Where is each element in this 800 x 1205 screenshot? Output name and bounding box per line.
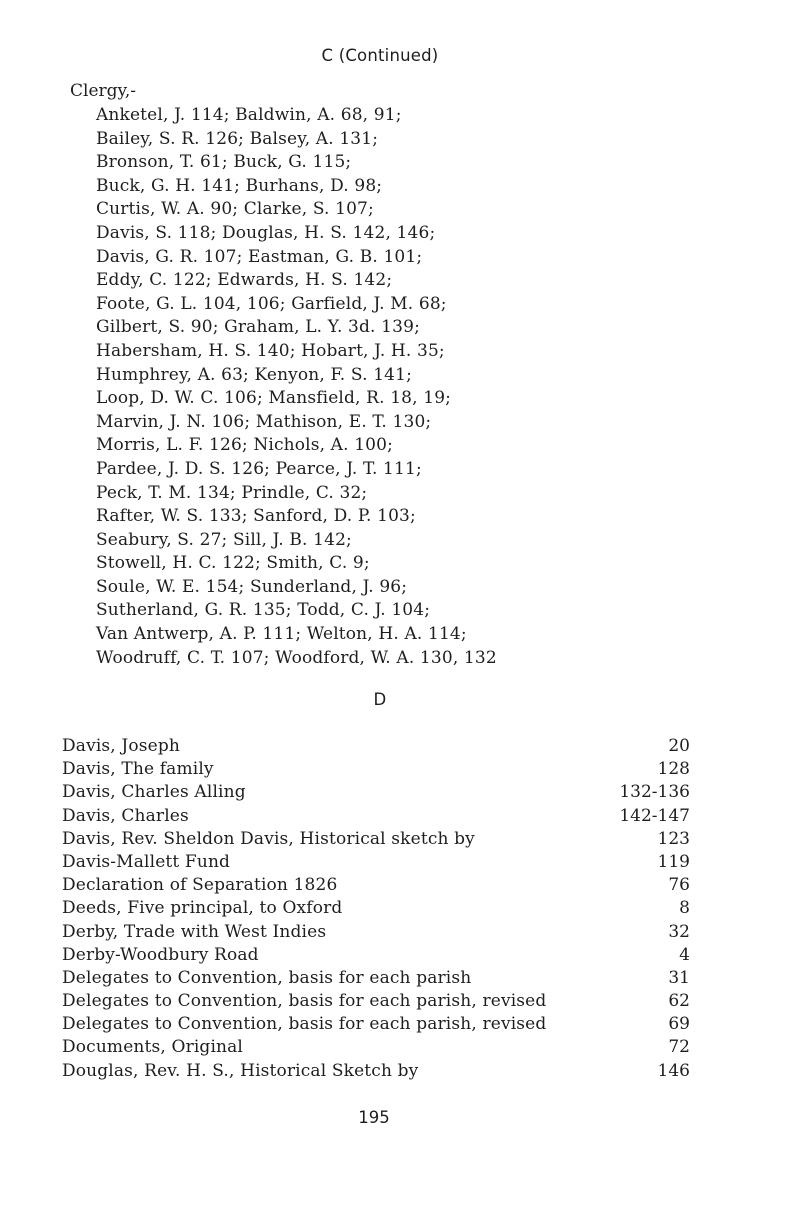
index-entry-text: Davis, Joseph — [62, 736, 180, 756]
index-list-d — [62, 735, 690, 1083]
clergy-entry: Anketel, J. 114; Baldwin, A. 68, 91; — [96, 105, 402, 125]
index-entry-row — [62, 990, 690, 1013]
clergy-entry: Eddy, C. 122; Edwards, H. S. 142; — [96, 270, 393, 291]
index-entry-row — [62, 1036, 690, 1059]
index-entry-pages: 8 — [679, 898, 690, 919]
index-entry-text: Davis, Charles — [62, 805, 189, 826]
index-entry-text: Davis, Charles Alling — [62, 782, 246, 803]
clergy-entry: Pardee, J. D. S. 126; Pearce, J. T. 111; — [96, 458, 422, 479]
clergy-entry: Bailey, S. R. 126; Balsey, A. 131; — [96, 128, 379, 149]
clergy-entry: Buck, G. H. 141; Burhans, D. 98; — [96, 175, 383, 196]
index-entry-row — [62, 944, 690, 967]
index-entry-row — [62, 897, 690, 920]
index-entry-text: Douglas, Rev. H. S., Historical Sketch by — [62, 1060, 419, 1081]
index-entry-text: Delegates to Convention, basis for each parish, revised — [62, 1014, 547, 1035]
clergy-entry: Marvin, J. N. 106; Mathison, E. T. 130; — [96, 411, 432, 432]
index-entry-row — [62, 805, 690, 828]
index-entry-row — [62, 735, 690, 758]
clergy-entry: Curtis, W. A. 90; Clarke, S. 107; — [96, 199, 374, 220]
index-entry-row — [62, 758, 690, 781]
index-entry-row — [62, 828, 690, 851]
index-entry-pages: 119 — [657, 851, 690, 872]
index-entry-row — [62, 921, 690, 944]
index-entry-text: Documents, Original — [62, 1037, 244, 1058]
index-entry-pages: 31 — [668, 967, 690, 988]
clergy-entry: Loop, D. W. C. 106; Mansfield, R. 18, 19; — [96, 388, 452, 409]
clergy-entry: Habersham, H. S. 140; Hobart, J. H. 35; — [96, 340, 445, 361]
clergy-entry: Gilbert, S. 90; Graham, L. Y. 3d. 139; — [96, 317, 420, 338]
index-entry-row — [62, 874, 690, 897]
clergy-entry: Morris, L. F. 126; Nichols, A. 100; — [96, 435, 393, 456]
clergy-entry: Stowell, H. C. 122; Smith, C. 9; — [96, 553, 370, 574]
section-heading-d: D — [373, 690, 387, 709]
clergy-entry: Foote, G. L. 104, 106; Garfield, J. M. 68; — [96, 293, 447, 314]
clergy-entry: Van Antwerp, A. P. 111; Welton, H. A. 114; — [96, 624, 467, 645]
index-entry-row — [62, 1013, 690, 1036]
clergy-entry: Rafter, W. S. 133; Sanford, D. P. 103; — [96, 506, 416, 527]
page-number: 195 — [358, 1108, 390, 1127]
index-entry-text: Davis, The family — [62, 759, 214, 780]
clergy-entry: Bronson, T. 61; Buck, G. 115; — [96, 152, 352, 173]
clergy-list — [96, 104, 497, 670]
index-entry-text: Derby, Trade with West Indies — [62, 921, 327, 942]
clergy-entry: Davis, S. 118; Douglas, H. S. 142, 146; — [96, 222, 436, 243]
index-entry-text: Delegates to Convention, basis for each parish — [62, 967, 472, 988]
section-heading-c-continued: C (Continued) — [321, 46, 439, 65]
index-entry-pages: 4 — [679, 944, 690, 965]
index-entry-pages: 69 — [668, 1014, 690, 1035]
index-entry-pages: 128 — [657, 759, 690, 780]
clergy-entry: Soule, W. E. 154; Sunderland, J. 96; — [96, 576, 408, 597]
index-entry-pages: 142-147 — [619, 805, 690, 826]
index-entry-text: Deeds, Five principal, to Oxford — [62, 898, 343, 919]
index-entry-row — [62, 1060, 690, 1083]
index-entry-text: Derby-Woodbury Road — [62, 944, 259, 965]
index-entry-pages: 20 — [668, 736, 690, 756]
clergy-heading: Clergy,- — [70, 81, 137, 101]
index-entry-pages: 62 — [668, 991, 690, 1012]
index-entry-pages: 72 — [668, 1037, 690, 1058]
index-entry-pages: 123 — [657, 828, 690, 849]
index-entry-pages: 76 — [668, 875, 690, 896]
index-entry-text: Davis-Mallett Fund — [62, 851, 231, 872]
clergy-entry: Seabury, S. 27; Sill, J. B. 142; — [96, 529, 352, 550]
clergy-entry: Sutherland, G. R. 135; Todd, C. J. 104; — [96, 600, 431, 621]
index-entry-text: Davis, Rev. Sheldon Davis, Historical sketch by — [62, 828, 475, 849]
clergy-entry: Davis, G. R. 107; Eastman, G. B. 101; — [96, 246, 423, 267]
index-entry-pages: 32 — [668, 921, 690, 942]
clergy-entry: Woodruff, C. T. 107; Woodford, W. A. 130, 132 — [96, 647, 497, 668]
index-entry-pages: 132-136 — [619, 782, 690, 803]
index-entry-row — [62, 967, 690, 990]
index-entry-pages: 146 — [657, 1060, 690, 1081]
index-entry-text: Delegates to Convention, basis for each parish, revised — [62, 991, 547, 1012]
index-entry-row — [62, 781, 690, 804]
clergy-entry: Peck, T. M. 134; Prindle, C. 32; — [96, 482, 368, 503]
clergy-entry: Humphrey, A. 63; Kenyon, F. S. 141; — [96, 364, 412, 385]
index-entry-text: Declaration of Separation 1826 — [62, 875, 338, 896]
index-entry-row — [62, 851, 690, 874]
